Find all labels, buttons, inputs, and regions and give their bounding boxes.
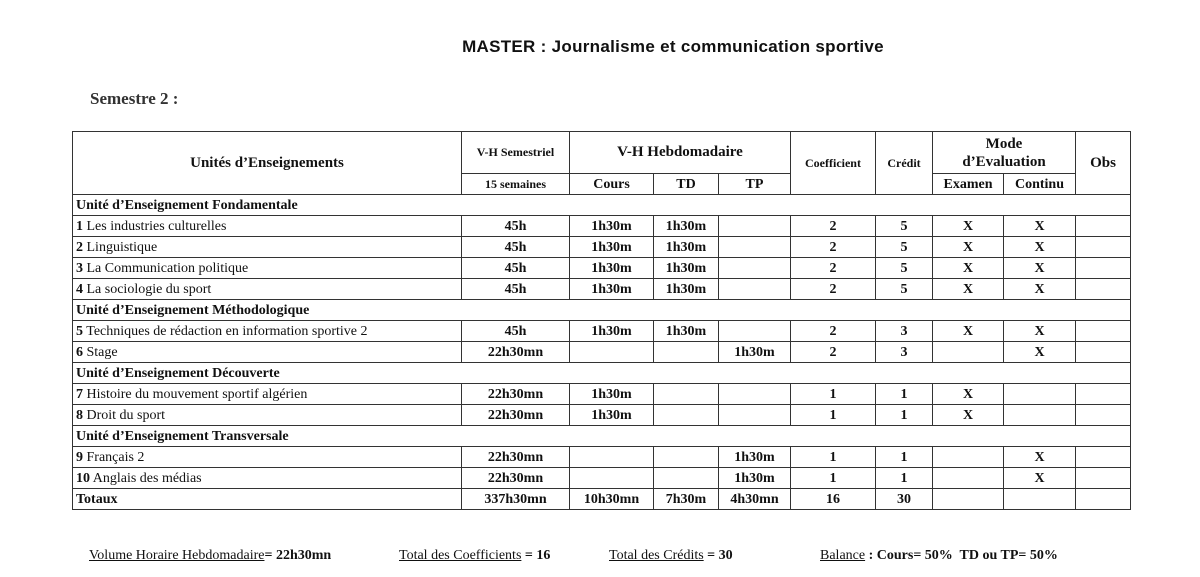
unit-label: La sociologie du sport — [86, 281, 212, 297]
table-row — [73, 258, 1131, 279]
coef-cell: 1 — [791, 405, 876, 426]
continu-cell: X — [1004, 279, 1076, 300]
header-15-semaines: 15 semaines — [462, 174, 570, 195]
unit-label: La Communication politique — [86, 260, 249, 276]
tp-cell — [719, 321, 791, 342]
table-row — [73, 321, 1131, 342]
tp-cell: 1h30m — [719, 468, 791, 489]
footer-credit-value: = 30 — [703, 548, 733, 563]
cours-cell — [570, 342, 654, 363]
unit-number: 2 — [76, 239, 83, 255]
examen-cell: X — [933, 321, 1004, 342]
unit-number: 6 — [76, 344, 83, 360]
coef-cell: 1 — [791, 447, 876, 468]
obs-cell — [1076, 258, 1131, 279]
coef-cell: 2 — [791, 321, 876, 342]
cours-cell: 1h30m — [570, 405, 654, 426]
section-title: Unité d’Enseignement Découverte — [73, 363, 1131, 384]
obs-cell — [1076, 405, 1131, 426]
header-vh-semestriel: V-H Semestriel — [462, 132, 570, 174]
totals-row — [73, 489, 1131, 510]
continu-cell: X — [1004, 342, 1076, 363]
credit-cell: 5 — [876, 237, 933, 258]
tp-cell — [719, 216, 791, 237]
footer-total-credits — [609, 548, 733, 564]
examen-cell: X — [933, 258, 1004, 279]
totals-td: 7h30m — [654, 489, 719, 510]
td-cell: 1h30m — [654, 258, 719, 279]
unit-number: 8 — [76, 407, 83, 423]
td-cell — [654, 405, 719, 426]
totals-cours: 10h30mn — [570, 489, 654, 510]
tp-cell — [719, 279, 791, 300]
credit-cell: 3 — [876, 321, 933, 342]
coef-cell: 1 — [791, 468, 876, 489]
footer-coef-value: = 16 — [521, 548, 551, 563]
footer-coef-label: Total des Coefficients — [399, 548, 522, 563]
header-obs: Obs — [1076, 132, 1131, 195]
header-examen: Examen — [933, 174, 1004, 195]
credit-cell: 5 — [876, 258, 933, 279]
section-title: Unité d’Enseignement Fondamentale — [73, 195, 1131, 216]
footer-total-coefficients — [399, 548, 550, 564]
cours-cell: 1h30m — [570, 216, 654, 237]
continu-cell: X — [1004, 258, 1076, 279]
cours-cell — [570, 447, 654, 468]
coef-cell: 2 — [791, 216, 876, 237]
table-row — [73, 468, 1131, 489]
section-title: Unité d’Enseignement Transversale — [73, 426, 1131, 447]
table-row — [73, 279, 1131, 300]
unit-label: Histoire du mouvement sportif algérien — [86, 386, 308, 402]
unit-label: Anglais des médias — [92, 470, 202, 486]
vh-cell: 45h — [462, 321, 570, 342]
unit-label: Français 2 — [86, 449, 145, 465]
unit-name — [73, 405, 462, 426]
examen-cell — [933, 468, 1004, 489]
vh-cell: 22h30mn — [462, 447, 570, 468]
examen-cell: X — [933, 279, 1004, 300]
credit-cell: 1 — [876, 384, 933, 405]
td-cell — [654, 384, 719, 405]
document-title: MASTER : Journalisme et communication sportive — [462, 37, 884, 56]
examen-cell: X — [933, 216, 1004, 237]
header-continu: Continu — [1004, 174, 1076, 195]
obs-cell — [1076, 321, 1131, 342]
vh-cell: 22h30mn — [462, 468, 570, 489]
unit-number: 5 — [76, 323, 83, 339]
td-cell: 1h30m — [654, 321, 719, 342]
header-mode-line1: Mode — [985, 135, 1023, 152]
table-row — [73, 405, 1131, 426]
vh-cell: 45h — [462, 258, 570, 279]
course-units-table — [72, 131, 1131, 510]
obs-cell — [1076, 216, 1131, 237]
obs-cell — [1076, 237, 1131, 258]
header-td: TD — [654, 174, 719, 195]
table-row — [73, 342, 1131, 363]
unit-name — [73, 321, 462, 342]
continu-cell — [1004, 384, 1076, 405]
totals-obs — [1076, 489, 1131, 510]
unit-label: Linguistique — [86, 239, 158, 255]
coef-cell: 2 — [791, 342, 876, 363]
totals-credit: 30 — [876, 489, 933, 510]
td-cell: 1h30m — [654, 237, 719, 258]
examen-cell: X — [933, 237, 1004, 258]
coef-cell: 2 — [791, 279, 876, 300]
continu-cell: X — [1004, 237, 1076, 258]
tp-cell — [719, 258, 791, 279]
unit-name — [73, 258, 462, 279]
unit-name — [73, 447, 462, 468]
unit-name — [73, 342, 462, 363]
footer-credit-label: Total des Crédits — [609, 548, 704, 563]
totals-vh: 337h30mn — [462, 489, 570, 510]
continu-cell — [1004, 405, 1076, 426]
examen-cell — [933, 447, 1004, 468]
tp-cell — [719, 384, 791, 405]
section-title: Unité d’Enseignement Méthodologique — [73, 300, 1131, 321]
totals-label: Totaux — [73, 489, 462, 510]
credit-cell: 1 — [876, 405, 933, 426]
obs-cell — [1076, 468, 1131, 489]
vh-cell: 22h30mn — [462, 384, 570, 405]
totals-continu — [1004, 489, 1076, 510]
examen-cell: X — [933, 405, 1004, 426]
header-units: Unités d’Enseignements — [73, 132, 462, 195]
cours-cell: 1h30m — [570, 279, 654, 300]
unit-name — [73, 279, 462, 300]
credit-cell: 3 — [876, 342, 933, 363]
unit-number: 3 — [76, 260, 83, 276]
totals-examen — [933, 489, 1004, 510]
cours-cell: 1h30m — [570, 258, 654, 279]
footer-vh-value: = 22h30mn — [264, 548, 332, 563]
unit-label: Les industries culturelles — [86, 218, 227, 234]
vh-cell: 45h — [462, 279, 570, 300]
semester-heading: Semestre 2 : — [90, 89, 179, 108]
credit-cell: 1 — [876, 447, 933, 468]
table-row — [73, 384, 1131, 405]
coef-cell: 1 — [791, 384, 876, 405]
header-vh-hebdomadaire: V-H Hebdomadaire — [570, 132, 791, 174]
cours-cell: 1h30m — [570, 384, 654, 405]
td-cell — [654, 342, 719, 363]
td-cell: 1h30m — [654, 279, 719, 300]
coef-cell: 2 — [791, 258, 876, 279]
examen-cell: X — [933, 384, 1004, 405]
table-row — [73, 447, 1131, 468]
header-mode-line2: d’Evaluation — [962, 153, 1046, 170]
tp-cell — [719, 405, 791, 426]
footer-balance — [820, 548, 1058, 564]
unit-label: Stage — [86, 344, 118, 360]
tp-cell: 1h30m — [719, 447, 791, 468]
unit-name — [73, 237, 462, 258]
coef-cell: 2 — [791, 237, 876, 258]
unit-number: 1 — [76, 218, 83, 234]
header-coefficient: Coefficient — [791, 132, 876, 195]
credit-cell: 5 — [876, 279, 933, 300]
obs-cell — [1076, 279, 1131, 300]
header-tp: TP — [719, 174, 791, 195]
cours-cell: 1h30m — [570, 321, 654, 342]
table-row — [73, 237, 1131, 258]
cours-cell — [570, 468, 654, 489]
continu-cell: X — [1004, 321, 1076, 342]
tp-cell — [719, 237, 791, 258]
unit-number: 7 — [76, 386, 83, 402]
unit-number: 4 — [76, 281, 83, 297]
footer-vh-label: Volume Horaire Hebdomadaire — [89, 548, 265, 563]
continu-cell: X — [1004, 216, 1076, 237]
footer-volume-horaire — [89, 548, 331, 564]
credit-cell: 1 — [876, 468, 933, 489]
unit-number: 10 — [76, 470, 90, 486]
cours-cell: 1h30m — [570, 237, 654, 258]
unit-name — [73, 384, 462, 405]
totals-coef: 16 — [791, 489, 876, 510]
tp-cell: 1h30m — [719, 342, 791, 363]
obs-cell — [1076, 342, 1131, 363]
header-mode-evaluation — [933, 132, 1076, 174]
examen-cell — [933, 342, 1004, 363]
table-row — [73, 216, 1131, 237]
vh-cell: 45h — [462, 237, 570, 258]
footer-balance-value: : Cours= 50% TD ou TP= 50% — [865, 548, 1058, 563]
unit-number: 9 — [76, 449, 83, 465]
td-cell: 1h30m — [654, 216, 719, 237]
obs-cell — [1076, 447, 1131, 468]
footer-balance-label: Balance — [820, 548, 866, 563]
credit-cell: 5 — [876, 216, 933, 237]
td-cell — [654, 468, 719, 489]
unit-label: Droit du sport — [86, 407, 166, 423]
header-credit: Crédit — [876, 132, 933, 195]
td-cell — [654, 447, 719, 468]
continu-cell: X — [1004, 468, 1076, 489]
unit-label: Techniques de rédaction en information sportive 2 — [86, 323, 368, 339]
unit-name — [73, 216, 462, 237]
vh-cell: 22h30mn — [462, 342, 570, 363]
vh-cell: 45h — [462, 216, 570, 237]
totals-tp: 4h30mn — [719, 489, 791, 510]
unit-name — [73, 468, 462, 489]
vh-cell: 22h30mn — [462, 405, 570, 426]
continu-cell: X — [1004, 447, 1076, 468]
header-cours: Cours — [570, 174, 654, 195]
obs-cell — [1076, 384, 1131, 405]
